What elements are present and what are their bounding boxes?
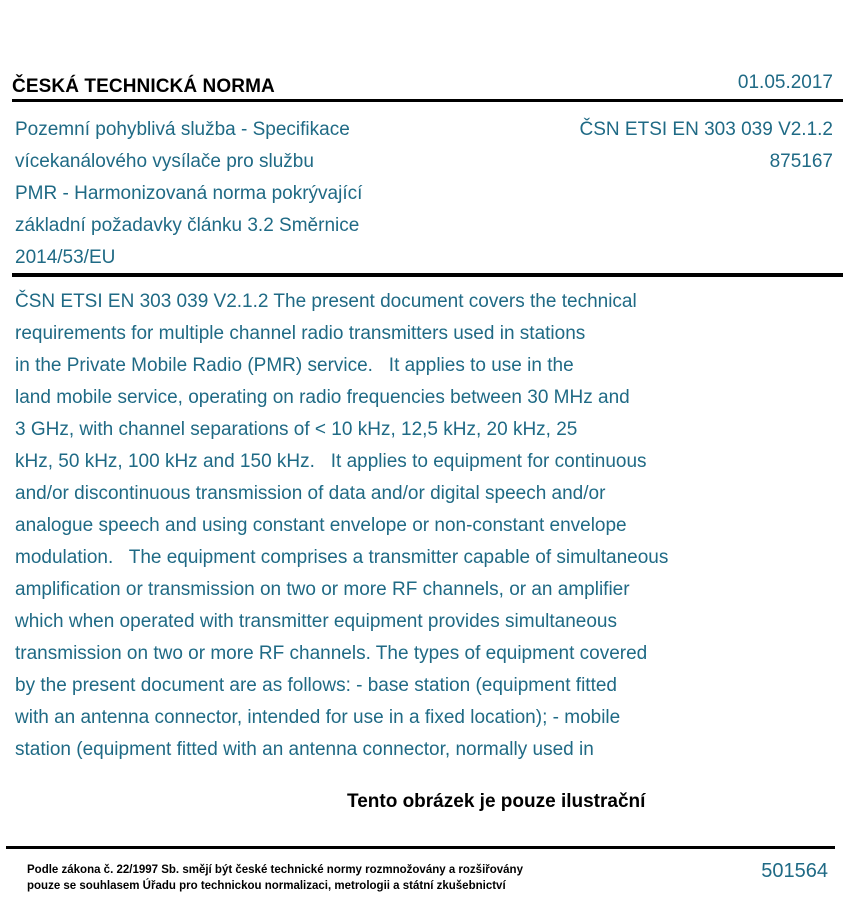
abstract-line: land mobile service, operating on radio frequencies between 30 MHz and: [15, 387, 630, 408]
abstract-line: 3 GHz, with channel separations of < 10 kHz, 12,5 kHz, 20 kHz, 25: [15, 419, 578, 440]
abstract-line: by the present document are as follows: - base station (equipment fitted: [15, 675, 617, 696]
abstract-line: amplification or transmission on two or more RF channels, or an amplifier: [15, 579, 630, 600]
footer-legal-line: Podle zákona č. 22/1997 Sb. smějí být české technické normy rozmnožovány a rozšiřovány: [27, 864, 523, 876]
title-line: základní požadavky článku 3.2 Směrnice: [15, 215, 360, 236]
illustration-note: Tento obrázek je pouze ilustrační: [347, 791, 646, 812]
footer-legal-notice: [27, 862, 523, 894]
title-line: vícekanálového vysílače pro službu: [15, 151, 314, 172]
abstract-line: station (equipment fitted with an antenna connector, normally used in: [15, 739, 594, 760]
footer-number: 501564: [761, 860, 828, 882]
title-line: PMR - Harmonizovaná norma pokrývající: [15, 183, 363, 204]
abstract-line: modulation. The equipment comprises a transmitter capable of simultaneous: [15, 547, 669, 568]
header-date: 01.05.2017: [737, 72, 833, 93]
abstract-line: with an antenna connector, intended for use in a fixed location); - mobile: [15, 707, 621, 728]
title-line: 2014/53/EU: [15, 247, 116, 268]
top-rule: [12, 99, 843, 102]
standard-designation: ČSN ETSI EN 303 039 V2.1.2: [579, 119, 833, 140]
catalog-number: 875167: [769, 151, 833, 172]
abstract-text: [15, 286, 835, 766]
abstract-line: ČSN ETSI EN 303 039 V2.1.2 The present document covers the technical: [15, 291, 637, 312]
middle-rule: [12, 273, 843, 277]
abstract-line: kHz, 50 kHz, 100 kHz and 150 kHz. It applies to equipment for continuous: [15, 451, 647, 472]
title-line: Pozemní pohyblivá služba - Specifikace: [15, 119, 350, 140]
footer-legal-line: pouze se souhlasem Úřadu pro technickou normalizaci, metrologii a státní zkušebnictví: [27, 880, 506, 892]
abstract-line: and/or discontinuous transmission of data and/or digital speech and/or: [15, 483, 606, 504]
abstract-line: transmission on two or more RF channels. The types of equipment covered: [15, 643, 648, 664]
standard-title: [15, 114, 435, 274]
abstract-line: which when operated with transmitter equipment provides simultaneous: [15, 611, 617, 632]
header-title: ČESKÁ TECHNICKÁ NORMA: [12, 76, 275, 97]
standard-meta: [580, 114, 833, 178]
abstract-line: in the Private Mobile Radio (PMR) service. It applies to use in the: [15, 355, 574, 376]
abstract-line: requirements for multiple channel radio transmitters used in stations: [15, 323, 586, 344]
bottom-rule: [6, 846, 835, 849]
abstract-line: analogue speech and using constant envelope or non-constant envelope: [15, 515, 627, 536]
